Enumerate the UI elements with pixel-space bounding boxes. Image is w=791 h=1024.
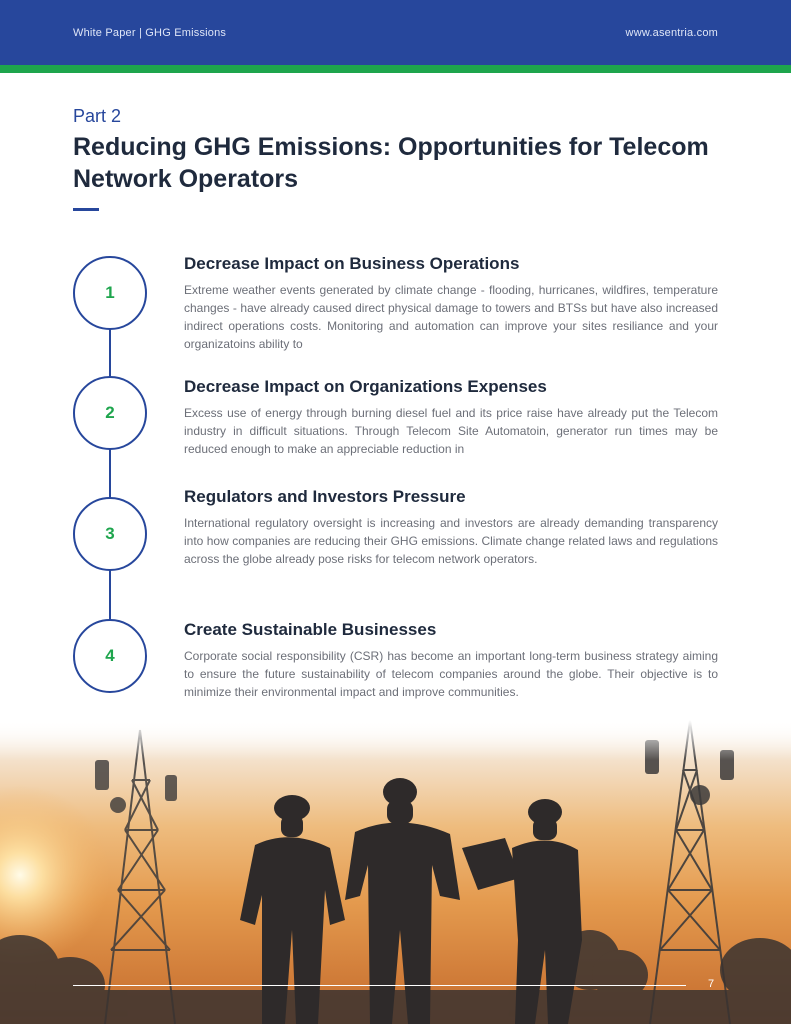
telecom-tower-silhouette-illustration: [0, 720, 791, 1024]
title-underline: [73, 208, 99, 211]
part-label: Part 2: [73, 106, 122, 126]
page-title: Reducing GHG Emissions: Opportunities for Telecom Network Operators: [73, 133, 709, 193]
step-heading: Decrease Impact on Organizations Expenses: [184, 377, 547, 396]
step-number-circle: 1: [73, 256, 147, 330]
page-number: 7: [708, 978, 715, 990]
timeline-connector: [109, 325, 111, 623]
step-heading: Decrease Impact on Business Operations: [184, 254, 520, 273]
step-number-circle: 4: [73, 619, 147, 693]
website-link[interactable]: www.asentria.com: [625, 27, 718, 39]
step-description: Excess use of energy through burning diesel fuel and its price raise have already put the Telecom industry in difficult situations. Through Telecom Site Automatoin, generator run times may be reduced enough to make an appreciable reduction in: [184, 406, 718, 456]
step-description: Corporate social responsibility (CSR) has become an important long-term business strategy aiming to ensure the future sustainability of telecom companies around the globe. Their objective is to minimize their environmental impact and improve communities.: [184, 649, 718, 699]
step-description: International regulatory oversight is increasing and investors are already demanding transparency into how companies are reducing their GHG emissions. Climate change related laws and regulations across the globe already pose risks for telecom network operators.: [184, 516, 718, 566]
step-heading: Create Sustainable Businesses: [184, 620, 437, 639]
header-bar: [0, 0, 791, 65]
step-number-circle: 2: [73, 376, 147, 450]
footer-rule: [73, 985, 686, 986]
sunset-workers-photo: [0, 720, 791, 1024]
step-description: Extreme weather events generated by climate change - flooding, hurricanes, wildfires, temperature changes - have already caused direct physical damage to towers and BTSs but have also increased indirect operations costs. Monitoring and automation can improve your sites resiliance and your organizatoins ability to: [184, 283, 718, 351]
step-number-circle: 3: [73, 497, 147, 571]
document-label: White Paper | GHG Emissions: [73, 27, 227, 39]
header-accent-stripe: [0, 65, 791, 73]
step-heading: Regulators and Investors Pressure: [184, 487, 466, 506]
